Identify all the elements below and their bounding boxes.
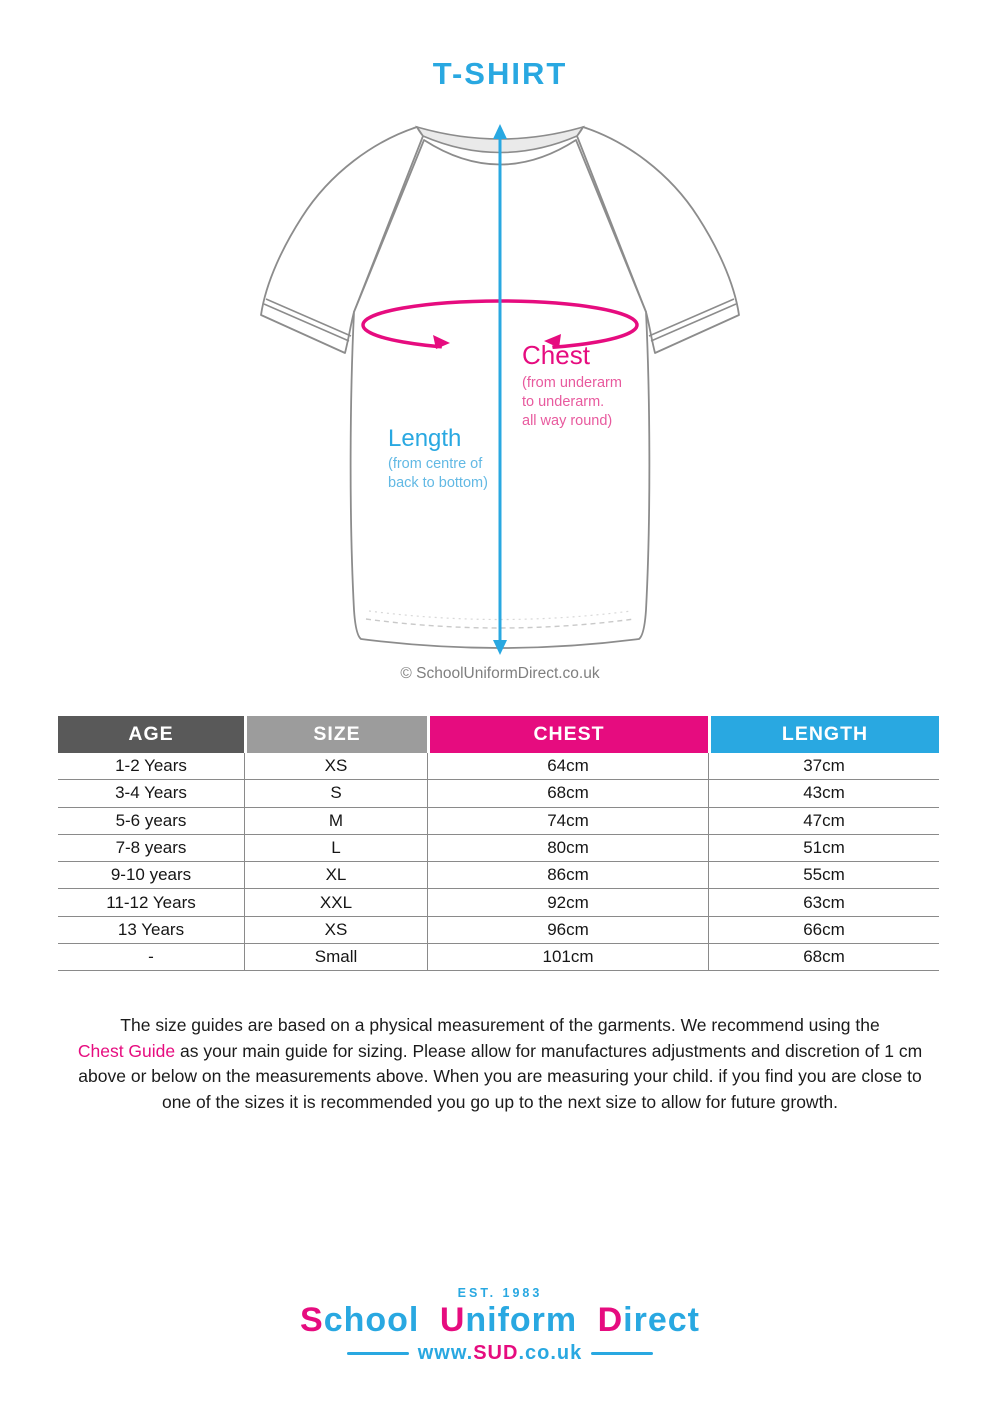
- cell-size: L: [244, 835, 427, 862]
- cell-age: 13 Years: [58, 917, 244, 944]
- chest-label: Chest: [522, 340, 590, 370]
- cell-length: 43cm: [708, 780, 939, 807]
- cell-length: 47cm: [708, 808, 939, 835]
- cell-chest: 64cm: [427, 753, 708, 780]
- table-row: [58, 808, 939, 835]
- cell-chest: 74cm: [427, 808, 708, 835]
- cell-age: 1-2 Years: [58, 753, 244, 780]
- chest-sublabel: (from underarm to underarm. all way round): [522, 375, 622, 429]
- chest-guide-highlight: Chest Guide: [77, 1040, 176, 1061]
- cell-chest: 68cm: [427, 780, 708, 807]
- logo-rule-left: [347, 1352, 409, 1355]
- table-row: [58, 944, 939, 971]
- logo-url: www.SUD.co.uk: [417, 1342, 583, 1364]
- cell-length: 68cm: [708, 944, 939, 971]
- cell-length: 55cm: [708, 862, 939, 889]
- cell-size: M: [244, 808, 427, 835]
- cell-size: S: [244, 780, 427, 807]
- note-line-4: one of the sizes it is recommended you go up to the next size to allow for future growth.: [161, 1091, 839, 1112]
- sizing-note: [50, 1013, 950, 1115]
- tshirt-diagram: [250, 105, 750, 665]
- logo-rule-right: [591, 1352, 653, 1355]
- note-line-3: above or below on the measurements above. When you are measuring your child. if you find you are close to: [78, 1066, 922, 1086]
- cell-size: XS: [244, 917, 427, 944]
- cell-length: 37cm: [708, 753, 939, 780]
- cell-size: XXL: [244, 889, 427, 916]
- cell-age: -: [58, 944, 244, 971]
- cell-chest: 101cm: [427, 944, 708, 971]
- table-row: [58, 753, 939, 780]
- table-row: [58, 889, 939, 916]
- cell-length: 66cm: [708, 917, 939, 944]
- cell-size: XS: [244, 753, 427, 780]
- cell-chest: 86cm: [427, 862, 708, 889]
- cell-age: 5-6 years: [58, 808, 244, 835]
- table-header-size: SIZE: [244, 716, 427, 753]
- note-line-1: The size guides are based on a physical measurement of the garments. We recommend using the: [120, 1015, 880, 1035]
- brand-logo: [0, 1286, 1000, 1365]
- table-header-row: [58, 716, 939, 753]
- table-row: [58, 780, 939, 807]
- cell-age: 7-8 years: [58, 835, 244, 862]
- length-label: Length: [388, 425, 462, 452]
- logo-url-row: [347, 1342, 654, 1365]
- cell-length: 63cm: [708, 889, 939, 916]
- cell-age: 3-4 Years: [58, 780, 244, 807]
- cell-chest: 96cm: [427, 917, 708, 944]
- cell-length: 51cm: [708, 835, 939, 862]
- note-line-2: Chest Guide as your main guide for sizing. Please allow for manufactures adjustments and discretion of 1 cm: [77, 1040, 923, 1061]
- table-header-length: LENGTH: [708, 716, 939, 753]
- cell-size: XL: [244, 862, 427, 889]
- copyright-text: © SchoolUniformDirect.co.uk: [400, 665, 600, 682]
- table-row: [58, 862, 939, 889]
- table-header-chest: CHEST: [427, 716, 708, 753]
- cell-chest: 80cm: [427, 835, 708, 862]
- page-title: T-SHIRT: [432, 56, 568, 91]
- cell-age: 9-10 years: [58, 862, 244, 889]
- table-row: [58, 835, 939, 862]
- cell-age: 11-12 Years: [58, 889, 244, 916]
- cell-size: Small: [244, 944, 427, 971]
- table-header-age: AGE: [58, 716, 244, 753]
- table-row: [58, 917, 939, 944]
- logo-est-text: EST. 1983: [457, 1286, 543, 1300]
- logo-wordmark: School Uniform Direct: [300, 1301, 700, 1339]
- length-sublabel: (from centre of back to bottom): [388, 456, 488, 491]
- size-table: [58, 716, 939, 971]
- cell-chest: 92cm: [427, 889, 708, 916]
